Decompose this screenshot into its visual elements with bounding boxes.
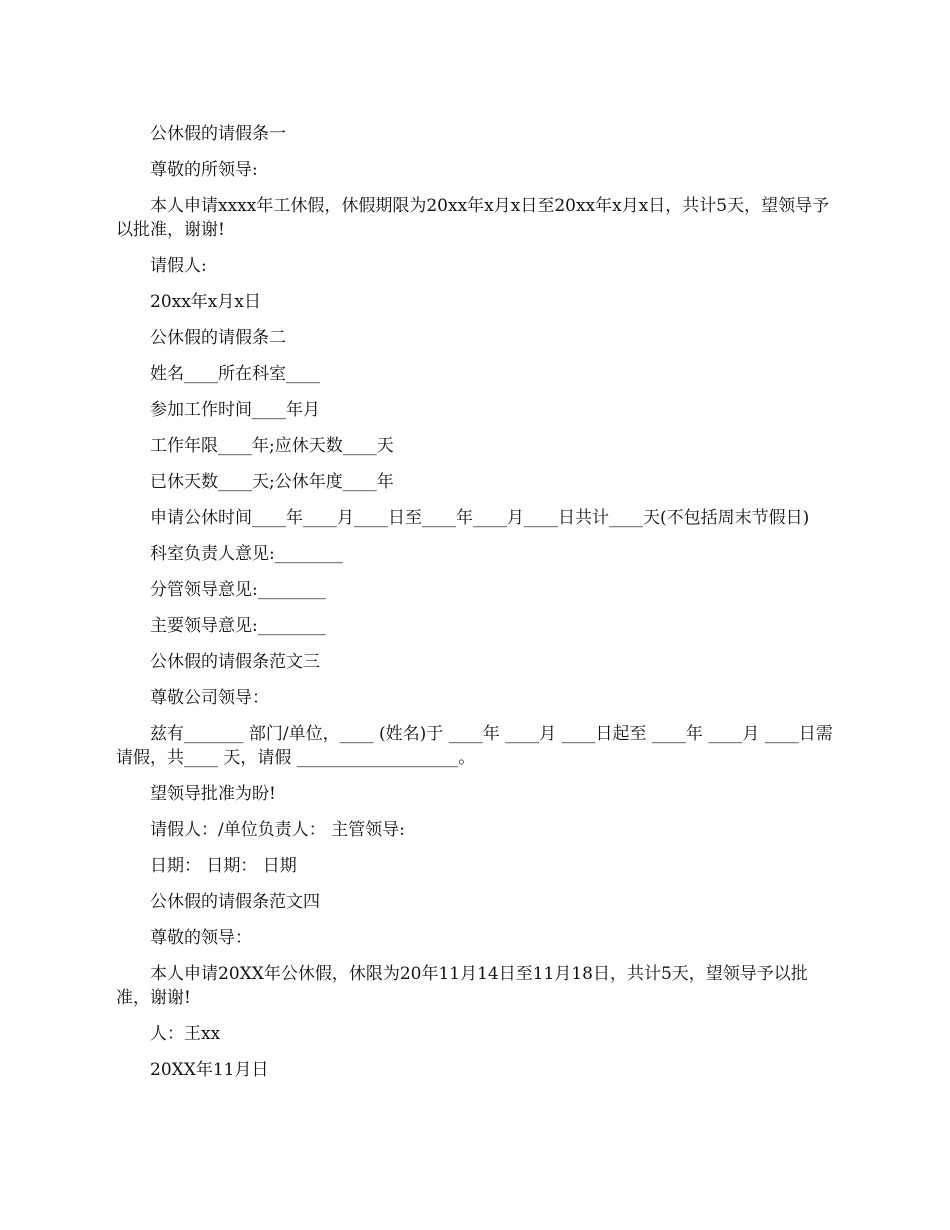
signer-1: 请假人:: [150, 256, 207, 276]
salutation-4: 尊敬的领导：: [150, 928, 252, 948]
section-title-4: 公休假的请假条范文四: [150, 892, 320, 912]
body-paragraph-1: 本人申请xxxx年工休假，休假期限为20xx年x月x日至20xx年x月x日，共计5天，望领导予以批准，谢谢!: [116, 196, 830, 240]
form-line-used-days: 已休天数____天;公休年度____年: [150, 472, 394, 492]
date-1: 20xx年x月x日: [150, 292, 261, 312]
form-line-work-years: 工作年限____年;应休天数____天: [150, 436, 394, 456]
form-line-department-opinion: 科室负责人意见:________: [150, 544, 343, 564]
closing-3: 望领导批准为盼!: [150, 784, 276, 804]
document-body: [116, 122, 836, 1094]
section-title-3: 公休假的请假条范文三: [150, 652, 320, 672]
salutation-1: 尊敬的所领导:: [150, 160, 258, 180]
form-line-supervisor-opinion: 分管领导意见:________: [150, 580, 326, 600]
form-line-leave-period: 申请公休时间____年____月____日至____年____月____日共计____天(不包括周末节假日): [150, 508, 810, 528]
date-line-3: 日期： 日期： 日期: [150, 856, 297, 876]
body-paragraph-4: 本人申请20XX年公休假，休限为20年11月14日至11月18日，共计5天，望领导予以批准，谢谢!: [116, 964, 808, 1008]
section-title-2: 公休假的请假条二: [150, 328, 286, 348]
salutation-3: 尊敬公司领导：: [150, 688, 269, 708]
section-title-1: 公休假的请假条一: [150, 124, 286, 144]
date-4: 20XX年11月日: [150, 1060, 269, 1080]
form-line-name-department: 姓名____所在科室____: [150, 364, 320, 384]
form-line-main-leader-opinion: 主要领导意见:________: [150, 616, 326, 636]
signer-4: 人：王xx: [150, 1024, 221, 1044]
form-line-work-start: 参加工作时间____年月: [150, 400, 320, 420]
signature-line-3: 请假人：/单位负责人： 主管领导:: [150, 820, 405, 840]
body-paragraph-3: 兹有_______ 部门/单位，____ (姓名)于 ____年 ____月 ____日起至 ____年 ____月 ____日需请假，共____ 天，请假 ___________________。: [116, 724, 833, 768]
